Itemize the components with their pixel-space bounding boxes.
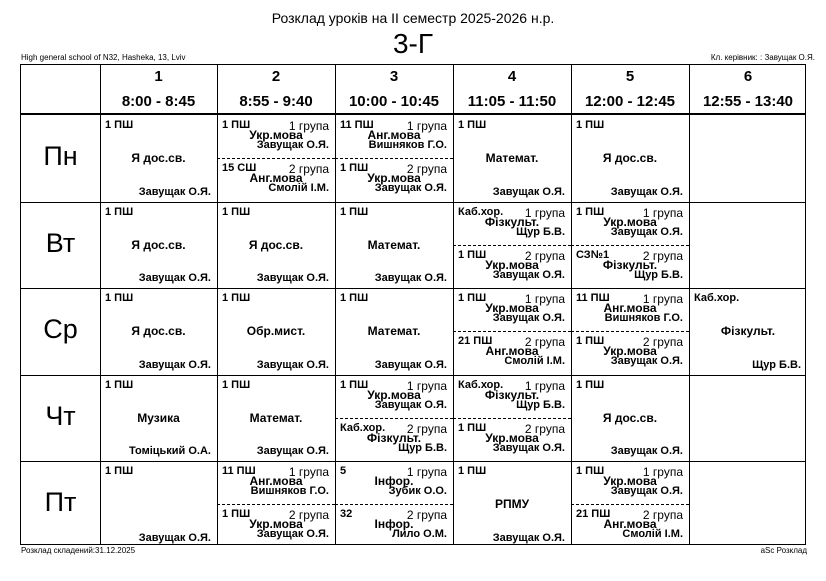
lesson-room: 1 ПШ: [340, 205, 369, 218]
lesson-subject: Укр.мова: [485, 430, 539, 445]
lesson-group: 2 група: [288, 162, 329, 177]
period-number: 1: [154, 68, 163, 85]
lesson-subject: Я дос.св.: [602, 151, 658, 165]
timetable-cell: [571, 115, 689, 202]
lesson-block: [453, 375, 571, 419]
lesson-block: [335, 375, 453, 419]
lesson-teacher: Завущак О.Я.: [492, 312, 565, 324]
day-label: Пт: [44, 487, 77, 517]
lesson-group: 1 група: [406, 378, 447, 393]
period-header: [217, 65, 335, 113]
lesson-group: 2 група: [524, 248, 565, 263]
lesson-subject: Анг.мова: [485, 344, 539, 359]
lesson-subject: Я дос.св.: [131, 324, 186, 338]
lesson-subject: Укр.мова: [367, 387, 421, 402]
lesson-teacher: Завущак О.Я.: [256, 358, 329, 371]
lesson-block: [335, 202, 453, 289]
lesson-group: 2 група: [288, 508, 329, 523]
lesson-teacher: Щур Б.В.: [398, 441, 447, 454]
lesson-group: 1 група: [406, 465, 447, 479]
lesson-subject: Математ.: [249, 410, 303, 425]
lesson-block: [453, 245, 571, 288]
lesson-teacher: Щур Б.В.: [752, 358, 801, 371]
timetable-cell: [571, 375, 689, 462]
lesson-block: [100, 288, 217, 375]
timetable-cell: [453, 115, 571, 202]
lesson-room: 11 ПШ: [222, 465, 256, 477]
lesson-subject: Укр.мова: [485, 257, 539, 272]
timetable-cell: [571, 288, 689, 375]
class-teacher: Кл. керівник: : Завущак О.Я.: [710, 53, 815, 62]
lesson-teacher: Завущак О.Я.: [492, 185, 565, 198]
period-number: 3: [389, 68, 399, 85]
lesson-room: 11 ПШ: [340, 119, 374, 131]
lesson-block: [335, 115, 453, 159]
lesson-block: [571, 245, 689, 288]
lesson-teacher: Завущак О.Я.: [256, 528, 329, 541]
lesson-teacher: Завущак О.Я.: [374, 272, 447, 284]
lesson-subject: Я дос.св.: [131, 151, 186, 165]
lesson-block: [100, 202, 217, 289]
timetable-cell: [217, 202, 335, 289]
lesson-room: СЗ№1: [576, 248, 610, 261]
lesson-group: 1 група: [524, 205, 565, 220]
lesson-block: [217, 375, 335, 462]
lesson-teacher: Завущак О.Я.: [374, 358, 447, 371]
lesson-block: [335, 461, 453, 505]
period-time: 12:00 - 12:45: [584, 93, 676, 110]
timetable-cell: [453, 461, 571, 548]
timetable-cell: [689, 115, 807, 202]
lesson-subject: Анг.мова: [603, 517, 657, 532]
lesson-room: 21 ПШ: [576, 508, 611, 521]
lesson-teacher: Завущак О.Я.: [610, 185, 683, 198]
lesson-block: [571, 288, 689, 332]
period-time: 12:55 - 13:40: [702, 93, 794, 110]
day-label: Ср: [43, 314, 78, 344]
period-time: 8:55 - 9:40: [239, 93, 313, 110]
lesson-group: 1 група: [642, 465, 683, 479]
lesson-teacher: Завущак О.Я.: [610, 485, 683, 497]
school-address: High general school of N32, Hasheka, 13, Lviv: [21, 53, 186, 62]
lesson-teacher: Завущак О.Я.: [492, 531, 565, 544]
lesson-block: [217, 158, 335, 201]
lesson-room: Каб.хор.: [340, 421, 386, 434]
lesson-block: [571, 504, 689, 547]
lesson-room: 1 ПШ: [340, 292, 369, 304]
lesson-subject: Анг.мова: [249, 474, 303, 488]
lesson-teacher: Завущак О.Я.: [610, 225, 683, 238]
lesson-teacher: Смолій І.М.: [268, 182, 329, 195]
period-number: 4: [507, 68, 517, 85]
lesson-subject: Фізкульт.: [720, 324, 776, 338]
lesson-room: Каб.хор.: [458, 378, 504, 391]
lesson-teacher: Завущак О.Я.: [256, 445, 329, 457]
lesson-room: 1 ПШ: [222, 508, 251, 521]
lesson-room: 1 ПШ: [576, 378, 605, 391]
lesson-block: [689, 288, 807, 375]
lesson-room: 1 ПШ: [458, 465, 487, 477]
timetable-cell: [689, 375, 807, 462]
timetable-cell: [571, 461, 689, 548]
lesson-room: Каб.хор.: [694, 292, 740, 304]
lesson-room: 1 ПШ: [576, 335, 605, 348]
lesson-subject: Укр.мова: [249, 517, 303, 532]
lesson-subject: Фізкульт.: [602, 257, 658, 272]
lesson-subject: Фізкульт.: [484, 214, 540, 229]
lesson-teacher: Завущак О.Я.: [374, 182, 447, 195]
lesson-room: 1 ПШ: [222, 119, 251, 131]
lesson-block: [453, 115, 571, 202]
period-number: 6: [743, 68, 753, 85]
lesson-group: 2 група: [642, 248, 683, 263]
lesson-room: 1 ПШ: [458, 292, 487, 304]
lesson-room: 1 ПШ: [340, 162, 369, 175]
lesson-room: 1 ПШ: [576, 205, 605, 218]
lesson-block: [335, 504, 453, 547]
lesson-group: 2 група: [406, 162, 447, 177]
timetable-cell: [100, 461, 217, 548]
lesson-teacher: Завущак О.Я.: [138, 531, 211, 544]
lesson-room: 1 ПШ: [576, 465, 605, 477]
lesson-teacher: Вишняков Г.О.: [368, 139, 447, 151]
lesson-room: 1 ПШ: [458, 248, 487, 261]
lesson-block: [571, 115, 689, 202]
period-number: 5: [625, 68, 635, 85]
lesson-teacher: Завущак О.Я.: [256, 272, 329, 284]
lesson-teacher: Лило О.М.: [392, 528, 447, 541]
lesson-room: 5: [340, 465, 347, 477]
day-label: Чт: [45, 400, 76, 431]
period-header: [571, 65, 689, 113]
lesson-room: 1 ПШ: [340, 378, 369, 391]
lesson-block: [453, 331, 571, 374]
lesson-block: [571, 375, 689, 462]
period-time: 10:00 - 10:45: [348, 93, 440, 110]
lesson-room: 1 ПШ: [576, 119, 605, 131]
lesson-block: [100, 115, 217, 202]
timetable-cell: [689, 461, 807, 548]
lesson-group: 1 група: [524, 292, 565, 306]
lesson-subject: Укр.мова: [603, 474, 657, 488]
lesson-room: 1 ПШ: [105, 119, 134, 131]
lesson-group: 2 група: [642, 508, 683, 523]
lesson-group: 2 група: [524, 335, 565, 350]
lesson-block: [571, 202, 689, 246]
period-time: 8:00 - 8:45: [121, 93, 196, 110]
lesson-group: 2 група: [406, 421, 447, 436]
lesson-room: Каб.хор.: [458, 205, 504, 218]
lesson-teacher: Щур Б.В.: [634, 268, 683, 281]
lesson-group: 1 група: [642, 292, 683, 306]
timetable-cell: [335, 288, 453, 375]
lesson-group: 1 група: [288, 465, 329, 479]
timetable-cell: [335, 461, 453, 548]
generated-date: Розклад складений:31.12.2025: [21, 546, 136, 555]
lesson-teacher: Завущак О.Я.: [256, 139, 329, 151]
class-name: 3-Г: [392, 28, 434, 59]
lesson-teacher: Томіцький О.А.: [128, 445, 211, 457]
lesson-teacher: Смолій І.М.: [622, 528, 683, 541]
timetable-cell: [100, 115, 217, 202]
day-label: Вт: [45, 227, 76, 258]
lesson-group: 1 група: [288, 119, 329, 133]
lesson-block: [571, 461, 689, 505]
timetable-grid: [20, 64, 806, 545]
lesson-room: 1 ПШ: [222, 205, 251, 218]
lesson-subject: Математ.: [485, 151, 539, 165]
timetable-cell: [453, 288, 571, 375]
lesson-room: 1 ПШ: [105, 292, 134, 304]
lesson-teacher: Завущак О.Я.: [610, 445, 683, 457]
timetable-cell: [453, 202, 571, 289]
lesson-teacher: Завущак О.Я.: [138, 185, 211, 198]
lesson-subject: Інфор.: [374, 474, 414, 488]
period-header: [335, 65, 453, 113]
day-label: Пн: [43, 141, 78, 171]
lesson-block: [217, 504, 335, 547]
lesson-subject: Я дос.св.: [602, 410, 658, 425]
timetable-cell: [100, 288, 217, 375]
lesson-room: 1 ПШ: [222, 378, 251, 391]
lesson-group: 2 група: [524, 421, 565, 436]
lesson-subject: Математ.: [367, 237, 421, 252]
lesson-teacher: Завущак О.Я.: [492, 268, 565, 281]
lesson-room: 1 ПШ: [105, 378, 134, 391]
lesson-block: [453, 288, 571, 332]
lesson-teacher: Вишняков Г.О.: [604, 312, 683, 324]
lesson-room: 15 СШ: [222, 162, 257, 175]
lesson-group: 2 група: [642, 335, 683, 350]
lesson-subject: Фізкульт.: [366, 430, 422, 445]
lesson-block: [100, 461, 217, 548]
period-header: [689, 65, 807, 113]
lesson-teacher: Зубик О.О.: [388, 485, 447, 497]
lesson-teacher: Завущак О.Я.: [138, 272, 211, 284]
lesson-room: 11 ПШ: [576, 292, 610, 304]
lesson-subject: Фізкульт.: [484, 387, 540, 402]
lesson-block: [335, 418, 453, 461]
lesson-teacher: Завущак О.Я.: [610, 355, 683, 368]
lesson-block: [217, 115, 335, 159]
lesson-subject: Музика: [137, 410, 180, 425]
lesson-block: [217, 288, 335, 375]
lesson-subject: Анг.мова: [603, 301, 657, 315]
lesson-block: [453, 418, 571, 461]
lesson-subject: Математ.: [367, 324, 421, 338]
lesson-group: 1 група: [642, 205, 683, 220]
lesson-subject: Анг.мова: [367, 128, 421, 142]
lesson-subject: Обр.мист.: [246, 324, 306, 338]
timetable-cell: [689, 202, 807, 289]
lesson-subject: Укр.мова: [485, 301, 539, 315]
timetable-cell: [689, 288, 807, 375]
lesson-room: 32: [340, 508, 353, 521]
lesson-teacher: Щур Б.В.: [516, 398, 565, 411]
lesson-subject: Укр.мова: [603, 344, 657, 359]
lesson-subject: Інфор.: [374, 517, 414, 532]
lesson-teacher: Смолій І.М.: [504, 355, 565, 368]
lesson-subject: Я дос.св.: [248, 237, 304, 252]
lesson-room: 1 ПШ: [105, 465, 134, 477]
page-title: Розклад уроків на ІІ семестр 2025-2026 н.р.: [271, 10, 555, 26]
timetable-cell: [217, 115, 335, 202]
timetable-cell: [217, 461, 335, 548]
lesson-teacher: Щур Б.В.: [516, 225, 565, 238]
lesson-teacher: Завущак О.Я.: [492, 441, 565, 454]
timetable-cell: [335, 115, 453, 202]
timetable-cell: [100, 202, 217, 289]
lesson-subject: Я дос.св.: [131, 237, 186, 252]
lesson-block: [453, 202, 571, 246]
lesson-subject: Анг.мова: [249, 171, 303, 186]
timetable-cell: [217, 375, 335, 462]
lesson-teacher: Завущак О.Я.: [374, 398, 447, 411]
lesson-block: [453, 461, 571, 548]
timetable-cell: [335, 375, 453, 462]
timetable-cell: [335, 202, 453, 289]
period-header: [453, 65, 571, 113]
lesson-block: [335, 158, 453, 201]
lesson-group: 1 група: [524, 378, 565, 393]
lesson-teacher: Вишняков Г.О.: [250, 485, 329, 497]
lesson-block: [335, 288, 453, 375]
lesson-group: 1 група: [406, 119, 447, 133]
lesson-room: 1 ПШ: [105, 205, 134, 218]
lesson-subject: РПМУ: [494, 497, 530, 511]
lesson-room: 1 ПШ: [458, 421, 487, 434]
lesson-block: [571, 331, 689, 374]
app-name: aSc Розклад: [760, 546, 807, 555]
period-number: 2: [271, 68, 281, 85]
lesson-block: [217, 202, 335, 289]
lesson-teacher: Завущак О.Я.: [138, 358, 211, 371]
lesson-block: [100, 375, 217, 462]
lesson-subject: Укр.мова: [249, 128, 303, 142]
lesson-room: 21 ПШ: [458, 335, 493, 348]
timetable-cell: [100, 375, 217, 462]
period-time: 11:05 - 11:50: [467, 93, 557, 110]
lesson-block: [217, 461, 335, 505]
lesson-room: 1 ПШ: [222, 292, 251, 304]
timetable-cell: [453, 375, 571, 462]
lesson-room: 1 ПШ: [458, 119, 487, 131]
lesson-subject: Укр.мова: [367, 171, 421, 186]
timetable-cell: [571, 202, 689, 289]
lesson-subject: Укр.мова: [603, 214, 657, 229]
timetable-cell: [217, 288, 335, 375]
lesson-group: 2 група: [406, 508, 447, 523]
period-header: [100, 65, 217, 113]
